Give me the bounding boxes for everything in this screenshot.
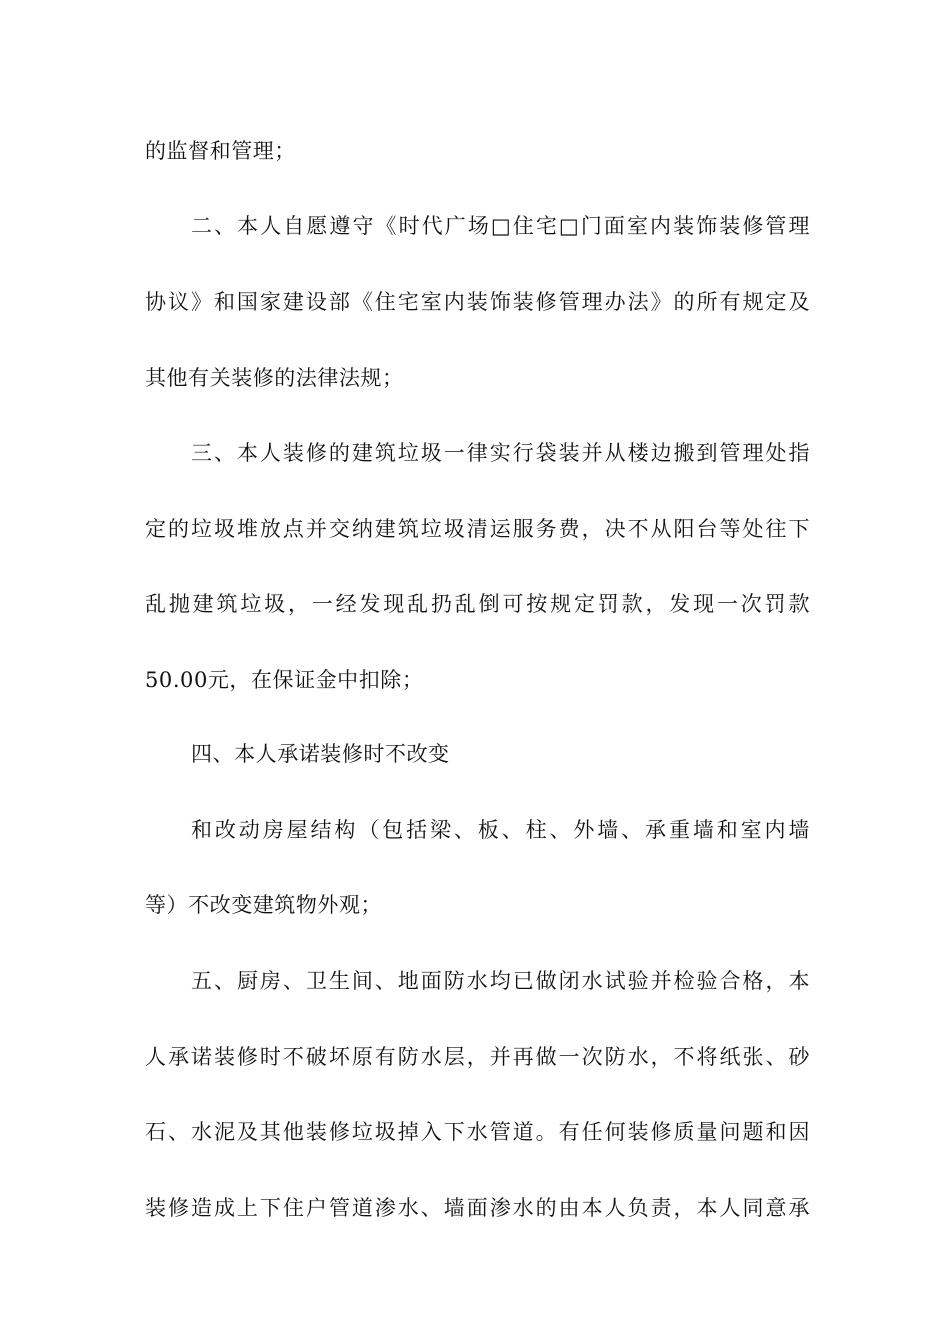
text-line: 协议》和国家建设部《住宅室内装饰装修管理办法》的所有规定及 [145,290,810,314]
text-line: 五、厨房、卫生间、地面防水均已做闭水试验并检验合格，本 [191,969,810,993]
text-line: 定的垃圾堆放点并交纳建筑垃圾清运服务费，决不从阳台等处往下 [145,517,810,541]
text-line: 的监督和管理； [145,139,296,163]
text-line: 乱抛建筑垃圾，一经发现乱扔乱倒可按规定罚款，发现一次罚款 [145,592,810,616]
text-line: 装修造成上下住户管道渗水、墙面渗水的由本人负责，本人同意承 [145,1196,810,1220]
text-line: 其他有关装修的法律法规； [145,366,404,390]
text-line: 和改动房屋结构（包括梁、板、柱、外墙、承重墙和室内墙 [191,818,810,842]
text-line: 人承诺装修时不破坏原有防水层，并再做一次防水，不将纸张、砂 [145,1045,810,1069]
text-line: 三、本人装修的建筑垃圾一律实行袋装并从楼边搬到管理处指 [191,441,810,465]
text-line: 50.00元，在保证金中扣除； [145,668,424,692]
text-line: 等）不改变建筑物外观； [145,893,383,917]
text-line: 石、水泥及其他装修垃圾掉入下水管道。有任何装修质量问题和因 [145,1120,810,1144]
text-line: 四、本人承诺装修时不改变 [191,742,450,766]
text-line: 二、本人自愿遵守《时代广场□住宅□门面室内装饰装修管理 [191,214,810,238]
